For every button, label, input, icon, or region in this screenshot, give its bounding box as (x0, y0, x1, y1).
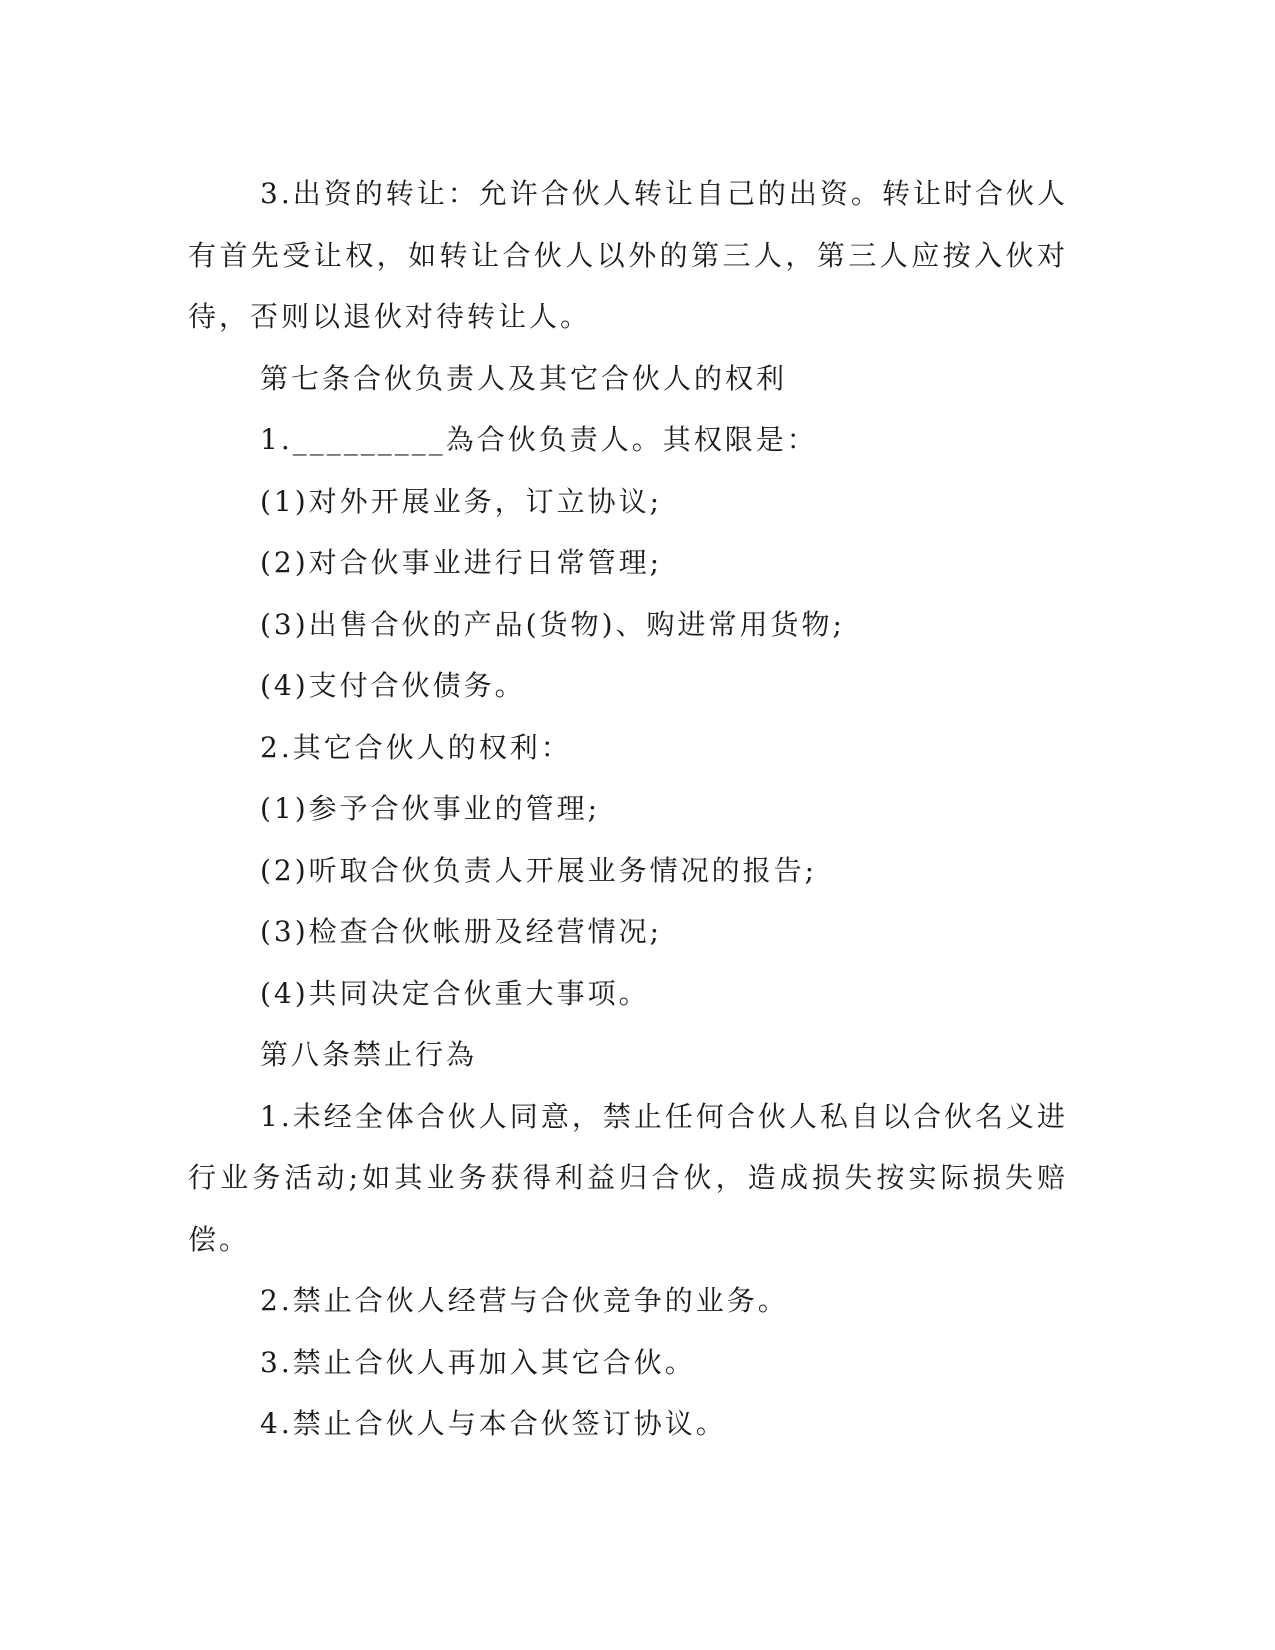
list-item: (1)对外开展业务，订立协议; (260, 484, 663, 518)
list-item: (4)支付合伙债务。 (260, 669, 526, 702)
list-item: (1)参予合伙事业的管理; (260, 792, 601, 825)
document-body (188, 163, 1068, 1455)
list-item: 2.禁止合伙人经营与合伙竞争的业务。 (260, 1284, 789, 1317)
list-item: (2)听取合伙负责人开展业务情况的报告; (260, 853, 818, 887)
list-item: (4)共同决定合伙重大事项。 (260, 976, 650, 1010)
list-item: 3.禁止合伙人再加入其它合伙。 (260, 1345, 696, 1379)
list-item: 1._________為合伙负责人。其权限是： (260, 423, 818, 456)
paragraph-transfer-of-capital: 3.出资的转让：允许合伙人转让自己的出资。转让时合伙人有首先受让权，如转让合伙人以外的第三人，第三人应按入伙对待，否则以退伙对待转让人。 (188, 177, 1068, 333)
list-item: 2.其它合伙人的权利： (260, 730, 572, 764)
article-8-heading: 第八条禁止行為 (260, 1038, 478, 1071)
list-item: 1.未经全体合伙人同意，禁止任何合伙人私自以合伙名义进行业务活动;如其业务获得利益归合伙，造成损失按实际损失赔偿。 (188, 1099, 1068, 1256)
article-7-heading: 第七条合伙负责人及其它合伙人的权利 (260, 361, 788, 395)
list-item: (3)出售合伙的产品(货物)、购进常用货物; (260, 607, 845, 641)
list-item: (3)检查合伙帐册及经营情况; (260, 915, 663, 948)
list-item: (2)对合伙事业进行日常管理; (260, 546, 663, 579)
list-item: 4.禁止合伙人与本合伙签订协议。 (260, 1407, 727, 1440)
